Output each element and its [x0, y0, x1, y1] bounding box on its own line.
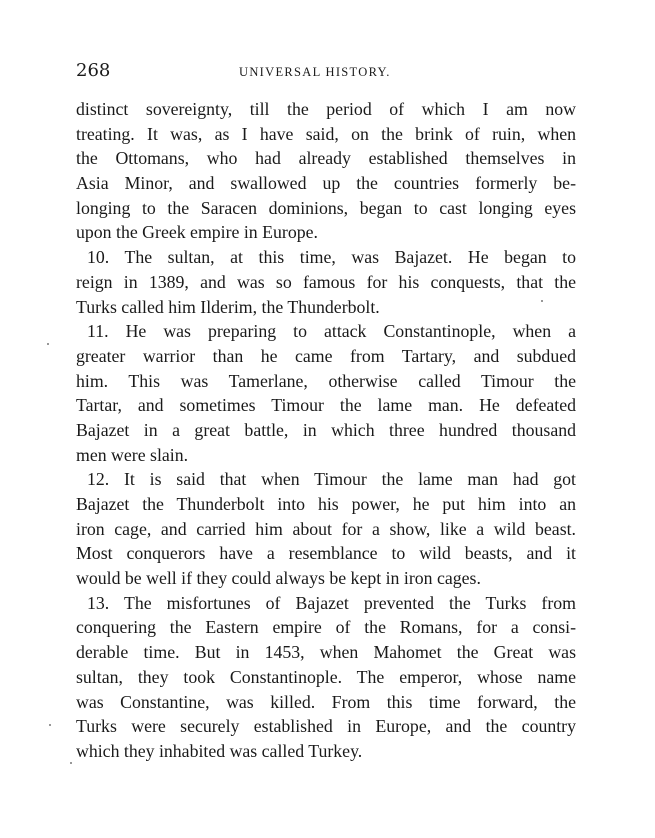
text-line: sultan, they took Constantinople. The emperor, whose name [76, 666, 576, 687]
text-line: him. This was Tamerlane, otherwise called Timour the [76, 370, 576, 391]
paper-speck [47, 343, 49, 345]
text-line: greater warrior than he came from Tartary, and subdued [76, 345, 576, 366]
text-line: distinct sovereignty, till the period of which I am now [76, 99, 576, 119]
text-line: Asia Minor, and swallowed up the countries formerly be- [76, 173, 576, 194]
page-number: 268 [76, 60, 111, 81]
text-line: iron cage, and carried him about for a show, like a wild beast. [76, 518, 576, 539]
paper-speck [70, 762, 72, 764]
paragraph-12-line: 12. It is said that when Timour the lame man had got [87, 469, 576, 490]
text-line: Turks called him Ilderim, the Thunderbolt. [76, 296, 380, 317]
paragraph-13-line: 13. The misfortunes of Bajazet prevented the Turks from [87, 592, 576, 613]
text-line: would be well if they could always be kept in iron cages. [76, 568, 481, 589]
running-title: UNIVERSAL HISTORY. [239, 65, 391, 79]
text-line: which they inhabited was called Turkey. [76, 740, 363, 761]
text-line: Turks were securely established in Europe, and the country [76, 716, 576, 737]
text-line: Tartar, and sometimes Timour the lame man. He defeated [76, 395, 576, 416]
paper-speck [541, 300, 543, 302]
paper-speck [49, 724, 51, 726]
text-line: reign in 1389, and was so famous for his conquests, that the [76, 271, 576, 292]
text-line: upon the Greek empire in Europe. [76, 222, 318, 243]
paragraph-11-line: 11. He was preparing to attack Constantinople, when a [87, 321, 576, 342]
text-line: treating. It was, as I have said, on the brink of ruin, when [76, 123, 576, 144]
body-text [76, 97, 576, 764]
text-line: longing to the Saracen dominions, began to cast longing eyes [76, 197, 576, 218]
text-line: was Constantine, was killed. From this time forward, the [76, 691, 576, 712]
text-line: Bajazet in a great battle, in which three hundred thousand [76, 419, 576, 440]
text-line: the Ottomans, who had already established themselves in [76, 148, 576, 169]
running-head [76, 60, 576, 84]
text-line: Most conquerors have a resemblance to wild beasts, and it [76, 543, 576, 564]
text-line: men were slain. [76, 444, 189, 465]
text-line: conquering the Eastern empire of the Romans, for a consi- [76, 617, 576, 638]
paragraph-10-line: 10. The sultan, at this time, was Bajazet. He began to [87, 247, 576, 268]
text-line: Bajazet the Thunderbolt into his power, he put him into an [76, 494, 576, 514]
text-line: derable time. But in 1453, when Mahomet the Great was [76, 642, 576, 663]
